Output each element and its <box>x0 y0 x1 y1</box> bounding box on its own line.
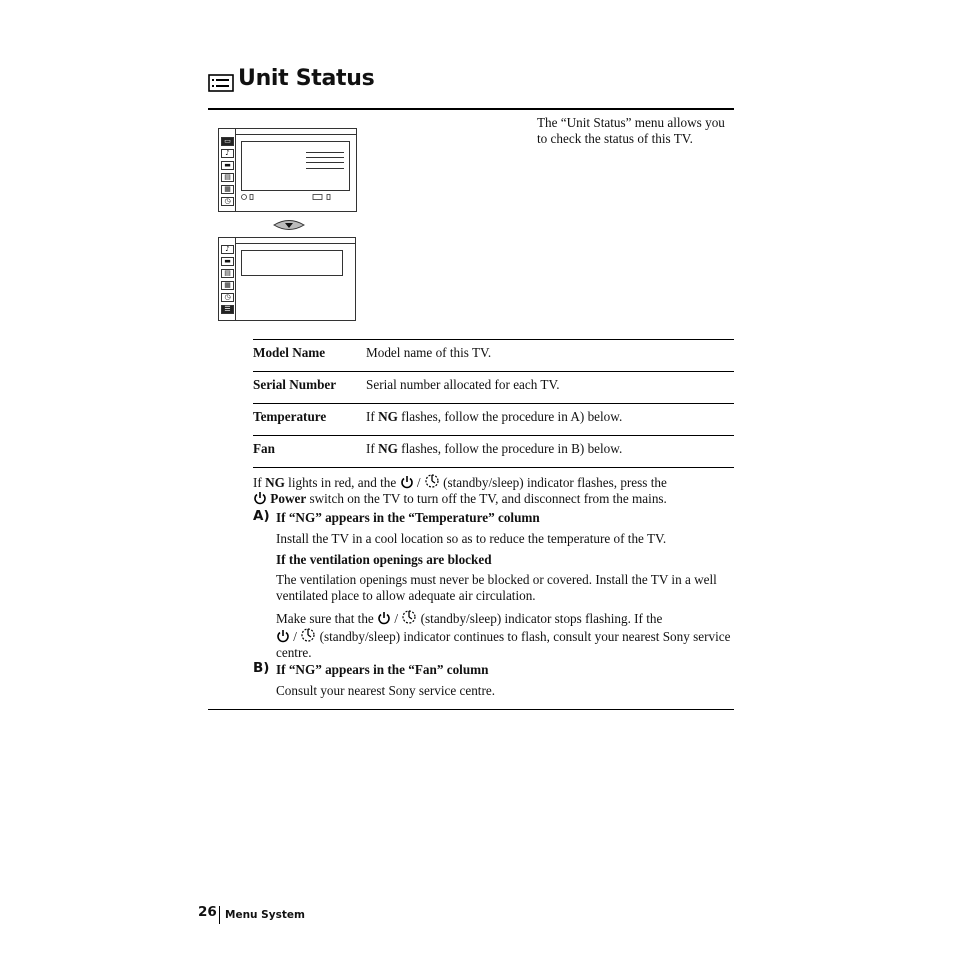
title-divider <box>208 108 734 110</box>
standby-sleep-icon <box>300 627 316 643</box>
table-row-description: If NG flashes, follow the procedure in A) below. <box>366 409 623 424</box>
standby-sleep-icon <box>401 609 417 625</box>
table-row-label: Serial Number <box>253 377 337 392</box>
page-title: Unit Status <box>238 66 375 91</box>
table-divider <box>253 371 734 372</box>
section-a-text: Install the TV in a cool location so as to reduce the temperature of the TV. <box>276 531 667 546</box>
menu-tab-setup-icon: ▦ <box>221 281 234 290</box>
section-b-text: Consult your nearest Sony service centre. <box>276 683 495 698</box>
menu-tab-timer-icon: ◷ <box>221 293 234 302</box>
table-divider <box>253 435 734 436</box>
power-icon <box>253 491 267 505</box>
section-b-heading: If “NG” appears in the “Fan” column <box>276 662 489 677</box>
menu-tab-unit-status-icon: ☰ <box>221 305 234 314</box>
table-divider <box>253 339 734 340</box>
bottom-divider <box>208 709 734 710</box>
menu-tab-features-icon: ▤ <box>221 173 234 182</box>
footer-separator <box>219 906 220 924</box>
section-a-heading: If “NG” appears in the “Temperature” column <box>276 510 540 525</box>
page-number: 26 <box>198 904 217 920</box>
down-arrow-button-icon <box>272 219 306 231</box>
section-a-text2: The ventilation openings must never be blocked or covered. Install the TV in a well ventilated place to allow adequate air circulation. <box>276 572 717 603</box>
section-a-text3: Make sure that the / (standby/sleep) indicator stops flashing. If the / (standby/sleep) indicator continues to flash, consult your nearest Sony service centre. <box>276 611 731 660</box>
menu-tab-screen-icon: ▬ <box>221 161 234 170</box>
menu-tab-screen-icon: ▬ <box>221 257 234 266</box>
power-icon <box>400 475 414 489</box>
menu-tab-timer-icon: ◷ <box>221 197 234 206</box>
standby-sleep-icon <box>424 473 440 489</box>
menu-tab-picture-icon: ▭ <box>221 137 234 146</box>
table-row-label: Fan <box>253 441 275 456</box>
warning-paragraph: If NG lights in red, and the / (standby/sleep) indicator flashes, press the Power switch on the TV to turn off the TV, and disconnect from the mains. <box>253 475 667 506</box>
screen-footer-icons <box>241 193 351 201</box>
table-row-description: Serial number allocated for each TV. <box>366 377 560 392</box>
section-a-marker: A) <box>253 508 270 524</box>
section-b-marker: B) <box>253 660 270 676</box>
footer-section-name: Menu System <box>225 909 305 921</box>
menu-tab-sound-icon: ♪ <box>221 245 234 254</box>
menu-screen-illustration-unit-status <box>218 237 356 321</box>
menu-screen-illustration-main <box>218 128 357 212</box>
intro-text: The “Unit Status” menu allows you to check the status of this TV. <box>537 115 725 146</box>
table-row-label: Temperature <box>253 409 327 424</box>
table-divider <box>253 467 734 468</box>
power-icon <box>377 611 391 625</box>
power-icon <box>276 629 290 643</box>
section-a-subheading: If the ventilation openings are blocked <box>276 552 492 567</box>
menu-tab-features-icon: ▤ <box>221 269 234 278</box>
table-row-label: Model Name <box>253 345 326 360</box>
unit-status-icon <box>208 74 234 92</box>
table-divider <box>253 403 734 404</box>
table-row-description: Model name of this TV. <box>366 345 492 360</box>
table-row-description: If NG flashes, follow the procedure in B) below. <box>366 441 623 456</box>
menu-tab-setup-icon: ▦ <box>221 185 234 194</box>
menu-tab-sound-icon: ♪ <box>221 149 234 158</box>
